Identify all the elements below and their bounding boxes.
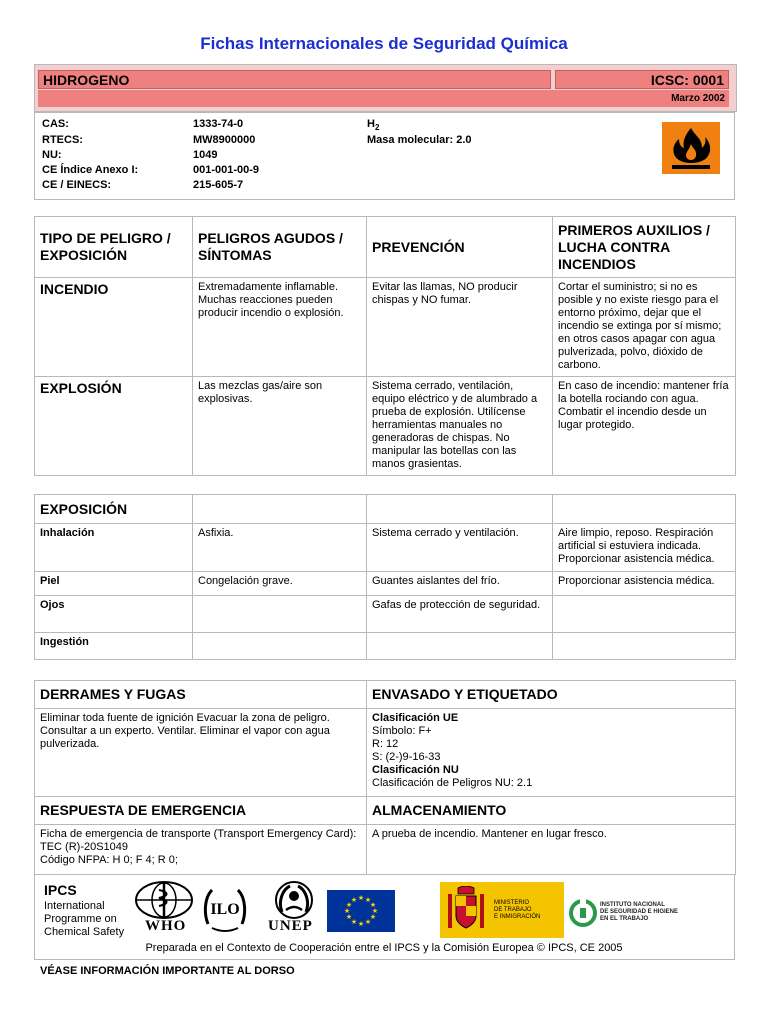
- svg-text:★: ★: [369, 913, 377, 921]
- explosion-prevention: Sistema cerrado, ventilación, equipo eléctrico y de alumbrado a prueba de explosión. Utilícense herramientas manuales no generadoras de chispas. No manipular las botellas con las manos grasientas.: [367, 377, 553, 476]
- emergency-details: [35, 825, 367, 875]
- rtecs-label: RTECS:: [42, 134, 83, 146]
- eu-symbol: Símbolo: F+: [372, 725, 432, 737]
- svg-text:★: ★: [345, 901, 353, 909]
- storage-header: ALMACENAMIENTO: [367, 797, 736, 825]
- cas-value: 1333-74-0: [193, 118, 244, 130]
- risk-phrases: R: 12: [372, 738, 399, 750]
- inhalation-prevention: Sistema cerrado y ventilación.: [367, 524, 553, 572]
- emergency-nfpa: Código NFPA: H 0; F 4; R 0;: [40, 854, 178, 866]
- fire-label: INCENDIO: [35, 278, 193, 377]
- skin-aid: Proporcionar asistencia médica.: [553, 572, 736, 596]
- svg-text:★: ★: [357, 894, 365, 902]
- who-label: WHO: [145, 918, 187, 934]
- ingestion-label: Ingestión: [35, 633, 193, 660]
- flammable-hazard-icon: [662, 122, 720, 174]
- identifiers-box: [34, 112, 735, 200]
- spills-text: Eliminar toda fuente de ignición Evacuar la zona de peligro. Consultar a un experto. Ventilar. Eliminar el vapor con agua pulverizada.: [35, 709, 367, 797]
- spills-header: DERRAMES Y FUGAS: [35, 681, 367, 709]
- fire-prevention: Evitar las llamas, NO producir chispas y NO fumar.: [367, 278, 553, 377]
- acute-symptoms-header: PELIGROS AGUDOS / SÍNTOMAS: [193, 217, 367, 278]
- fire-acute: Extremadamente inflamable. Muchas reacciones pueden producir incendio o explosión.: [193, 278, 367, 377]
- einecs-value: 215-605-7: [193, 179, 244, 191]
- eu-classification-title: Clasificación UE: [372, 712, 459, 724]
- ingestion-aid: [553, 633, 736, 660]
- ilo-emblem-icon: [202, 884, 248, 936]
- insht-emblem-icon: [567, 898, 599, 928]
- skin-prevention: Guantes aislantes del frío.: [367, 572, 553, 596]
- explosion-label: EXPLOSIÓN: [35, 377, 193, 476]
- fire-aid: Cortar el suministro; si no es posible y no existe riesgo para el entorno próximo, dejar que el incendio se extinga por sí mismo; en otros casos apagar con agua pulverizada, polvo, dióxido de carbono.: [553, 278, 736, 377]
- explosion-aid: En caso de incendio: mantener fría la botella rociando con agua. Combatir el incendio desde un lugar protegido.: [553, 377, 736, 476]
- eyes-aid: [553, 596, 736, 633]
- first-aid-header: PRIMEROS AUXILIOS / LUCHA CONTRA INCENDIOS: [553, 217, 736, 278]
- exposure-table: [34, 494, 736, 660]
- see-reverse-note: VÉASE INFORMACIÓN IMPORTANTE AL DORSO: [40, 965, 295, 977]
- revision-date: Marzo 2002: [38, 90, 729, 107]
- svg-text:★: ★: [357, 920, 365, 928]
- page-title: Fichas Internacionales de Seguridad Química: [200, 34, 568, 53]
- spain-coat-of-arms-icon: [446, 886, 486, 934]
- svg-text:ILO: ILO: [210, 901, 240, 918]
- svg-text:★: ★: [364, 918, 372, 926]
- svg-text:★: ★: [364, 896, 372, 904]
- chemical-formula: $H_2$: [367, 118, 380, 133]
- nu-value: 1049: [193, 149, 218, 161]
- ministry-text: MINISTERIO DE TRABAJO E INMIGRACIÓN: [494, 900, 541, 920]
- skin-acute: Congelación grave.: [193, 572, 367, 596]
- eyes-prevention: Gafas de protección de seguridad.: [367, 596, 553, 633]
- un-hazard-class: Clasificación de Peligros NU: 2.1: [372, 777, 533, 789]
- eyes-acute: [193, 596, 367, 633]
- inhalation-aid: Aire limpio, reposo. Respiración artificial si estuviera indicada. Proporcionar asistencia médica.: [553, 524, 736, 572]
- inhalation-acute: Asfixia.: [193, 524, 367, 572]
- safety-phrases: S: (2-)9-16-33: [372, 751, 441, 763]
- packaging-details: [367, 709, 736, 797]
- exposure-header: EXPOSICIÓN: [35, 495, 193, 524]
- insht-text: INSTITUTO NACIONAL DE SEGURIDAD E HIGIENE EN EL TRABAJO: [600, 902, 679, 922]
- explosion-acute: Las mezclas gas/aire son explosivas.: [193, 377, 367, 476]
- emergency-tec: Ficha de emergencia de transporte (Transport Emergency Card): TEC (R)-20S1049: [40, 828, 357, 853]
- eyes-label: Ojos: [35, 596, 193, 633]
- hazards-table: [34, 216, 736, 476]
- emergency-header: RESPUESTA DE EMERGENCIA: [35, 797, 367, 825]
- handling-table: [34, 680, 736, 875]
- cas-label: CAS:: [42, 118, 69, 130]
- rtecs-value: MW8900000: [193, 134, 256, 146]
- unep-label: UNEP: [268, 918, 313, 934]
- svg-text:★: ★: [350, 918, 358, 926]
- who-emblem-icon: [134, 880, 194, 920]
- svg-text:★: ★: [343, 907, 351, 915]
- storage-text: A prueba de incendio. Mantener en lugar fresco.: [367, 825, 736, 875]
- svg-text:★: ★: [345, 913, 353, 921]
- substance-name: HIDROGENO: [38, 70, 551, 89]
- hazard-type-header: TIPO DE PELIGRO / EXPOSICIÓN: [35, 217, 193, 278]
- inhalation-label: Inhalación: [35, 524, 193, 572]
- nu-label: NU:: [42, 149, 62, 161]
- un-classification-title: Clasificación NU: [372, 764, 459, 776]
- ipcs-subtitle: International Programme on Chemical Safety: [44, 900, 125, 938]
- ingestion-prevention: [367, 633, 553, 660]
- eu-flag-icon: [327, 890, 395, 932]
- ce-index-label: CE Índice Anexo I:: [42, 164, 139, 176]
- svg-text:★: ★: [369, 901, 377, 909]
- molar-mass: Masa molecular: 2.0: [367, 134, 472, 146]
- skin-label: Piel: [35, 572, 193, 596]
- ipcs-title: IPCS: [44, 882, 77, 898]
- prepared-note: Preparada en el Contexto de Cooperación entre el IPCS y la Comisión Europea © IPCS, CE 2005: [145, 942, 623, 954]
- prevention-header: PREVENCIÓN: [367, 217, 553, 278]
- svg-text:★: ★: [350, 896, 358, 904]
- ce-index-value: 001-001-00-9: [193, 164, 260, 176]
- ingestion-acute: [193, 633, 367, 660]
- icsc-number: ICSC: 0001: [555, 70, 729, 89]
- svg-text:★: ★: [371, 907, 379, 915]
- unep-emblem-icon: [264, 880, 324, 920]
- einecs-label: CE / EINECS:: [42, 179, 112, 191]
- packaging-header: ENVASADO Y ETIQUETADO: [367, 681, 736, 709]
